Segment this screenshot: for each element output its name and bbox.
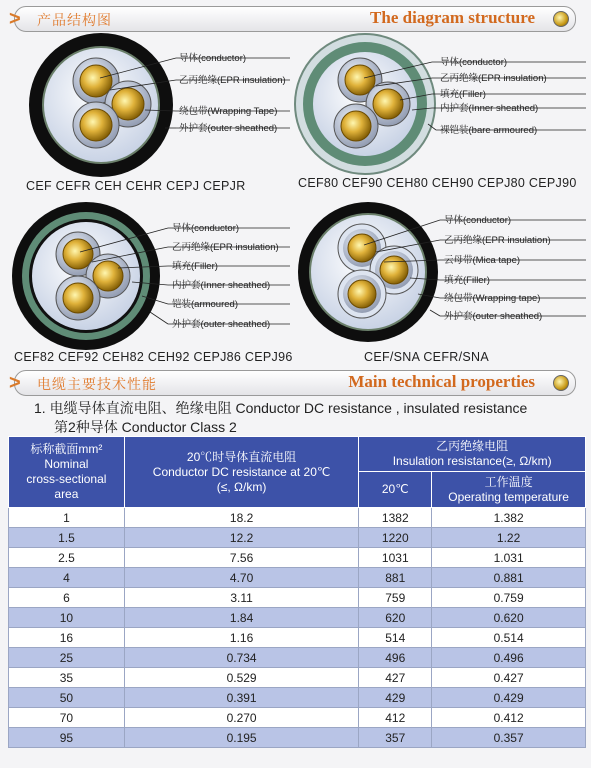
header-area — [9, 437, 125, 508]
header-operating-temp — [432, 472, 586, 508]
d1-label-outer: 外护套(outer sheathed) — [179, 123, 278, 134]
header-20c: 20℃ — [359, 472, 432, 508]
d3-label-conductor: 导体(conductor) — [172, 223, 240, 234]
table-row — [9, 568, 586, 588]
d4-label-wrapping: 绕包带(Wrapping tape) — [444, 293, 541, 304]
section-header-properties — [9, 370, 576, 396]
cell-operating-temp: 1.031 — [432, 548, 586, 568]
header-insulation-en: Insulation resistance(≥, Ω/km) — [392, 454, 552, 468]
cell-insulation-20c: 496 — [359, 648, 432, 668]
cell-area: 35 — [9, 668, 125, 688]
cell-resistance: 18.2 — [124, 508, 359, 528]
cell-resistance: 0.270 — [124, 708, 359, 728]
header-resistance-en: Conductor DC resistance at 20℃ — [152, 464, 331, 479]
cell-resistance: 1.84 — [124, 608, 359, 628]
table-heading-line2: 第2种导体 Conductor Class 2 — [54, 419, 237, 435]
cell-area: 6 — [9, 588, 125, 608]
d3-label-filler: 填充(Filler) — [172, 261, 218, 272]
d4-label-insulation: 乙丙绝缘(EPR insulation) — [444, 235, 551, 246]
section-title-en: The diagram structure — [370, 8, 535, 27]
d2-label-inner: 内护套(Inner sheathed) — [440, 103, 539, 114]
section-title-cn: 电缆主要技术性能 — [37, 376, 157, 392]
cell-insulation-20c: 620 — [359, 608, 432, 628]
cell-insulation-20c: 1382 — [359, 508, 432, 528]
header-area-en1: Nominal — [44, 457, 89, 471]
header-area-cn: 标称截面mm² — [30, 442, 103, 456]
cell-operating-temp: 0.496 — [432, 648, 586, 668]
resistance-table — [8, 436, 586, 748]
cell-area: 25 — [9, 648, 125, 668]
cell-insulation-20c: 881 — [359, 568, 432, 588]
d4-label-outer: 外护套(outer sheathed) — [444, 311, 543, 322]
header-op-cn: 工作温度 — [484, 474, 533, 489]
table-heading-line1: 1. 电缆导体直流电阻、绝缘电阻 Conductor DC resistance , insulated resistance — [34, 400, 528, 416]
cell-resistance: 7.56 — [124, 548, 359, 568]
cell-operating-temp: 0.759 — [432, 588, 586, 608]
cell-operating-temp: 0.881 — [432, 568, 586, 588]
chevron-right-icon: > — [9, 372, 21, 394]
cell-area: 1 — [9, 508, 125, 528]
d3-caption: CEF82 CEF92 CEH82 CEH92 CEPJ86 CEPJ96 — [14, 350, 293, 364]
header-resistance-cn: 20℃时导体直流电阻 — [186, 449, 297, 464]
cell-operating-temp: 1.22 — [432, 528, 586, 548]
table-row — [9, 608, 586, 628]
cell-operating-temp: 0.620 — [432, 608, 586, 628]
cell-area: 70 — [9, 708, 125, 728]
cell-insulation-20c: 412 — [359, 708, 432, 728]
header-op-en: Operating temperature — [448, 489, 569, 504]
table-row — [9, 668, 586, 688]
table-row — [9, 708, 586, 728]
header-resistance-unit: (≤, Ω/km) — [216, 479, 267, 494]
cell-area: 2.5 — [9, 548, 125, 568]
cell-insulation-20c: 1220 — [359, 528, 432, 548]
cell-operating-temp: 0.427 — [432, 668, 586, 688]
cell-area: 10 — [9, 608, 125, 628]
d3-label-outer: 外护套(outer sheathed) — [172, 319, 271, 330]
table-row — [9, 508, 586, 528]
section-title-en: Main technical properties — [348, 372, 535, 391]
cell-operating-temp: 0.357 — [432, 728, 586, 748]
cell-resistance: 12.2 — [124, 528, 359, 548]
chevron-right-icon: > — [9, 8, 21, 30]
d2-label-armoured: 裸铠装(bare armoured) — [440, 125, 538, 136]
table-row — [9, 588, 586, 608]
d4-caption: CEF/SNA CEFR/SNA — [364, 350, 489, 364]
d4-label-conductor: 导体(conductor) — [444, 215, 512, 226]
cell-insulation-20c: 759 — [359, 588, 432, 608]
d2-caption: CEF80 CEF90 CEH80 CEH90 CEPJ80 CEPJ90 — [298, 176, 577, 190]
cell-insulation-20c: 1031 — [359, 548, 432, 568]
cell-resistance: 0.195 — [124, 728, 359, 748]
section-title-cn: 产品结构图 — [37, 12, 112, 28]
table-row — [9, 528, 586, 548]
d3-label-insulation: 乙丙绝缘(EPR insulation) — [172, 242, 279, 253]
d1-label-wrapping: 绕包带(Wrapping Tape) — [179, 106, 278, 117]
header-resistance — [124, 437, 359, 508]
cell-resistance: 4.70 — [124, 568, 359, 588]
d1-label-conductor: 导体(conductor) — [179, 53, 247, 64]
cell-area: 95 — [9, 728, 125, 748]
d3-label-armoured: 铠装(armoured) — [172, 299, 238, 310]
cell-insulation-20c: 514 — [359, 628, 432, 648]
cell-operating-temp: 1.382 — [432, 508, 586, 528]
cell-resistance: 0.734 — [124, 648, 359, 668]
header-insulation — [359, 437, 586, 472]
gold-dot-icon — [553, 375, 569, 391]
table-row — [9, 648, 586, 668]
d4-label-filler: 填充(Filler) — [444, 275, 490, 286]
cell-resistance: 0.391 — [124, 688, 359, 708]
header-insulation-cn: 乙丙绝缘电阻 — [436, 439, 509, 453]
cell-resistance: 1.16 — [124, 628, 359, 648]
cell-operating-temp: 0.412 — [432, 708, 586, 728]
d1-caption: CEF CEFR CEH CEHR CEPJ CEPJR — [26, 179, 246, 193]
cell-insulation-20c: 429 — [359, 688, 432, 708]
header-area-en2: cross-sectional — [26, 472, 107, 486]
table-row — [9, 548, 586, 568]
d2-label-insulation: 乙丙绝缘(EPR insulation) — [440, 73, 547, 84]
cell-operating-temp: 0.514 — [432, 628, 586, 648]
cable-diagram-4 — [298, 202, 586, 342]
header-area-en3: area — [54, 487, 79, 501]
cell-area: 4 — [9, 568, 125, 588]
d4-label-mica: 云母带(Mica tape) — [444, 255, 521, 266]
d2-label-conductor: 导体(conductor) — [440, 57, 508, 68]
cell-area: 50 — [9, 688, 125, 708]
table-row — [9, 688, 586, 708]
cell-insulation-20c: 357 — [359, 728, 432, 748]
cell-operating-temp: 0.429 — [432, 688, 586, 708]
cell-area: 16 — [9, 628, 125, 648]
table-row — [9, 628, 586, 648]
d1-label-insulation: 乙丙绝缘(EPR insulation) — [179, 75, 286, 86]
table-row — [9, 728, 586, 748]
cell-area: 1.5 — [9, 528, 125, 548]
d3-label-inner: 内护套(Inner sheathed) — [172, 280, 271, 291]
cell-resistance: 0.529 — [124, 668, 359, 688]
cell-insulation-20c: 427 — [359, 668, 432, 688]
d2-label-filler: 填充(Filler) — [440, 89, 486, 100]
cell-resistance: 3.11 — [124, 588, 359, 608]
